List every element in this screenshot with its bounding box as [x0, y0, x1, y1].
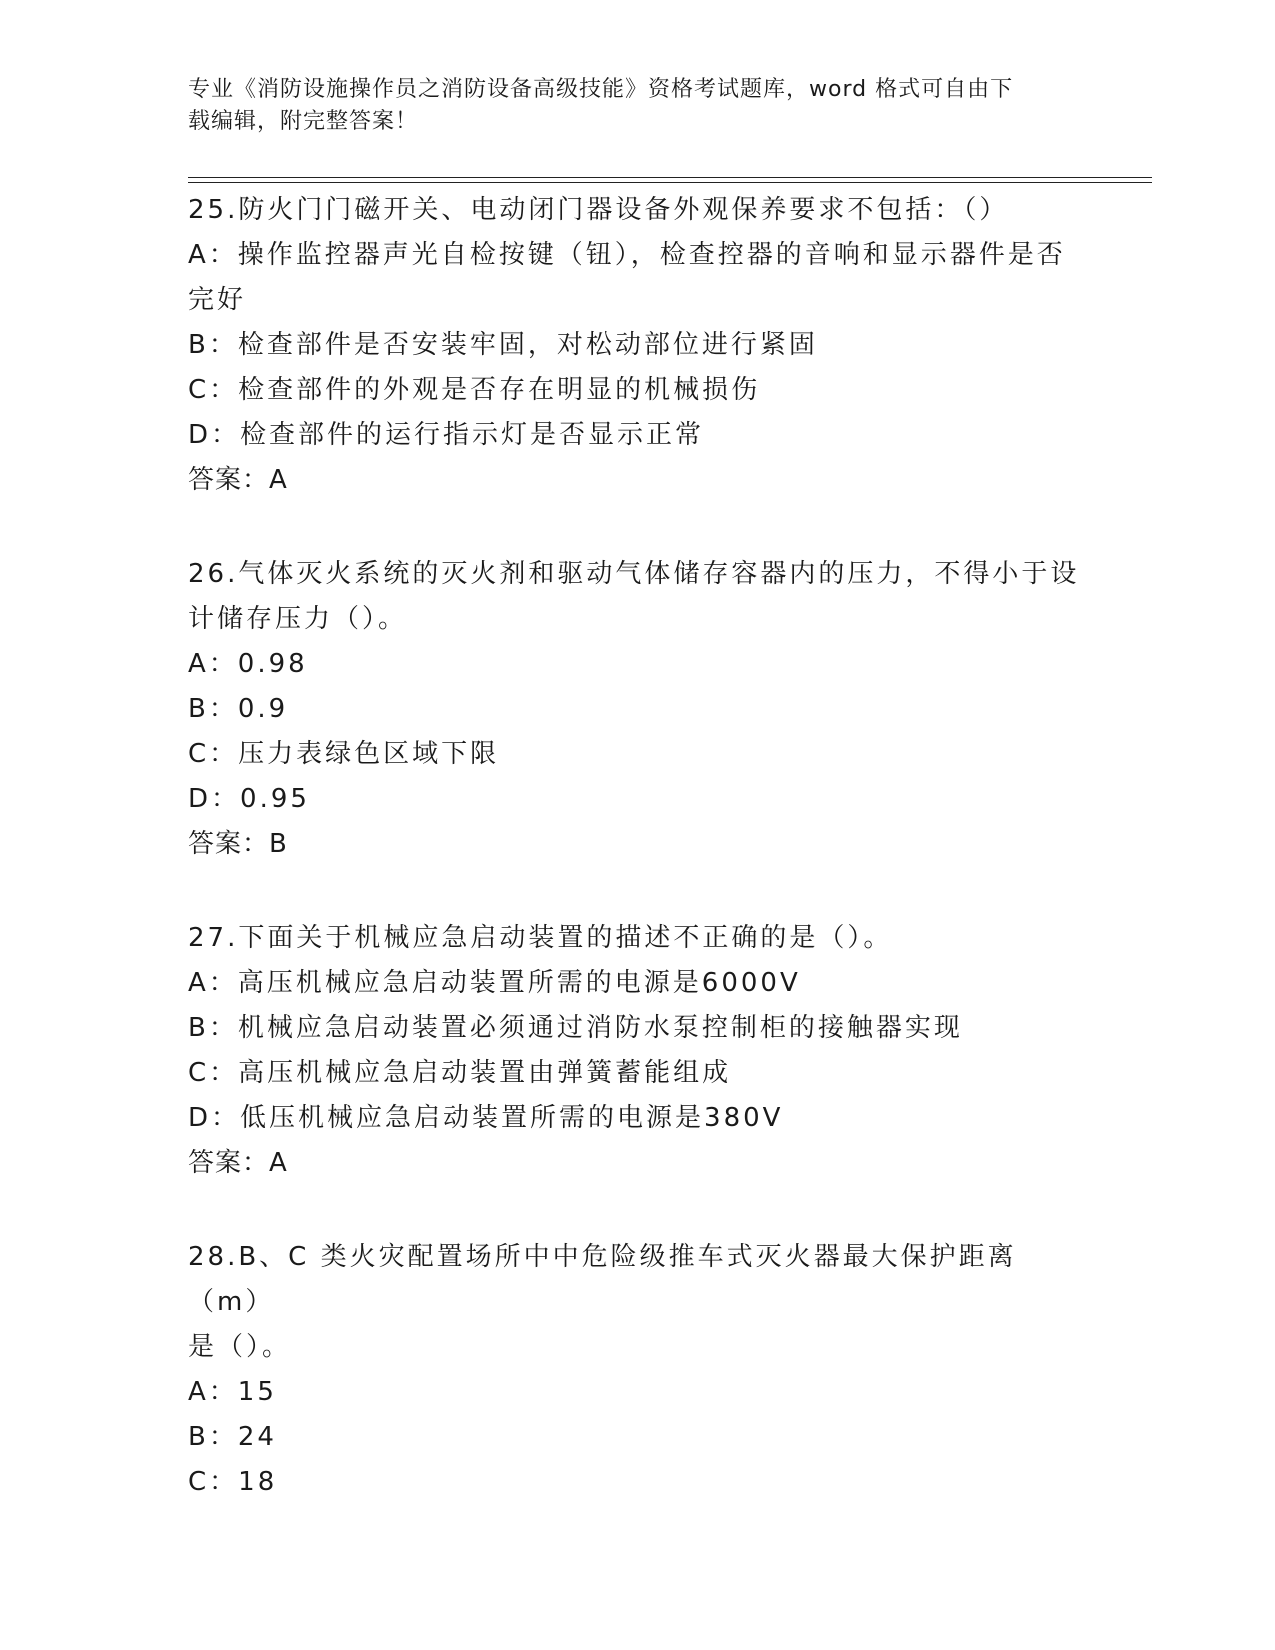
question-stem-line: 26.气体灭火系统的灭火剂和驱动气体储存容器内的压力，不得小于设: [188, 559, 1080, 589]
question-stem-line: 28.B、C 类火灾配置场所中中危险级推车式灭火器最大保护距离（m）: [188, 1242, 1017, 1317]
answer-line: 答案：A: [188, 1148, 288, 1178]
option-line: D：低压机械应急启动装置所需的电源是380V: [188, 1103, 784, 1133]
option-line: C：18: [188, 1467, 278, 1497]
question-item: [188, 916, 1088, 1186]
option-line: D：检查部件的运行指示灯是否显示正常: [188, 420, 705, 450]
header-divider-bottom: [188, 182, 1152, 183]
answer-line: 答案：A: [188, 465, 288, 495]
option-line: C：检查部件的外观是否存在明显的机械损伤: [188, 375, 761, 405]
option-line: B：机械应急启动装置必须通过消防水泵控制柜的接触器实现: [188, 1013, 963, 1043]
question-item: [188, 1235, 1088, 1505]
document-header: [188, 74, 1088, 138]
option-line: C：高压机械应急启动装置由弹簧蓄能组成: [188, 1058, 732, 1088]
header-divider-top: [188, 177, 1152, 178]
option-line: A：15: [188, 1377, 277, 1407]
question-list: [188, 188, 1088, 1554]
answer-line: 答案：B: [188, 829, 288, 859]
question-item: [188, 188, 1088, 503]
question-stem-line: 27.下面关于机械应急启动装置的描述不正确的是（）。: [188, 923, 893, 953]
header-line-1: 专业《消防设施操作员之消防设备高级技能》资格考试题库，word 格式可自由下: [188, 77, 1014, 102]
option-line: D：0.95: [188, 784, 310, 814]
question-item: [188, 552, 1088, 867]
question-stem-line: 25.防火门门磁开关、电动闭门器设备外观保养要求不包括：（）: [188, 195, 1009, 225]
option-line: A：操作监控器声光自检按键（钮），检查控器的音响和显示器件是否: [188, 240, 1066, 270]
option-line: B：0.9: [188, 694, 289, 724]
option-line: B：24: [188, 1422, 277, 1452]
option-line: C：压力表绿色区域下限: [188, 739, 500, 769]
option-line: A：高压机械应急启动装置所需的电源是6000V: [188, 968, 801, 998]
question-stem-line: 计储存压力（）。: [188, 604, 408, 634]
option-line: B：检查部件是否安装牢固，对松动部位进行紧固: [188, 330, 818, 360]
question-stem-line: 是（）。: [188, 1332, 292, 1362]
option-line: A：0.98: [188, 649, 308, 679]
option-line: 完好: [188, 285, 247, 315]
header-line-2: 载编辑，附完整答案！: [188, 109, 419, 134]
